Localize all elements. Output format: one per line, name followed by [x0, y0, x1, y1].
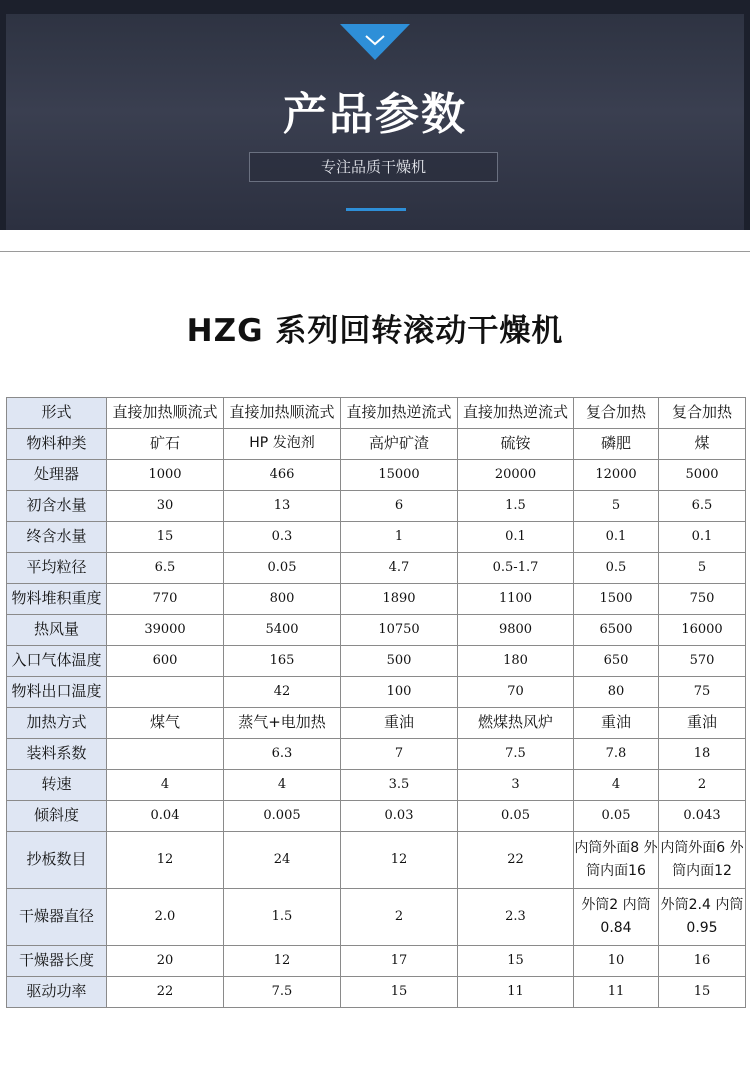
header-cell: 直接加热逆流式	[341, 398, 458, 429]
table-cell: 18	[659, 739, 746, 770]
table-cell: 1100	[458, 584, 574, 615]
table-cell: 12	[341, 832, 458, 889]
table-row	[7, 801, 746, 832]
table-cell: 5400	[224, 615, 341, 646]
banner-subtitle-box	[249, 152, 498, 182]
row-label-cell: 处理器	[7, 460, 107, 491]
table-cell: 重油	[341, 708, 458, 739]
table-cell: 10	[574, 946, 659, 977]
table-cell: 0.1	[659, 522, 746, 553]
table-row	[7, 739, 746, 770]
table-cell: 12	[107, 832, 224, 889]
table-cell: 内筒外面8 外筒内面16	[574, 832, 659, 889]
table-cell: 180	[458, 646, 574, 677]
table-cell: 600	[107, 646, 224, 677]
table-row	[7, 522, 746, 553]
row-label-cell: 抄板数目	[7, 832, 107, 889]
table-row	[7, 889, 746, 946]
row-label-cell: 加热方式	[7, 708, 107, 739]
table-cell: 5000	[659, 460, 746, 491]
row-label-cell: 物料堆积重度	[7, 584, 107, 615]
table-cell: 1	[341, 522, 458, 553]
table-cell: 1.5	[224, 889, 341, 946]
banner-subtitle: 专注品质干燥机	[320, 158, 426, 176]
table-cell: 22	[458, 832, 574, 889]
table-cell: 650	[574, 646, 659, 677]
table-cell: 22	[107, 977, 224, 1008]
table-cell: 80	[574, 677, 659, 708]
table-cell: 11	[458, 977, 574, 1008]
row-label-cell: 干燥器直径	[7, 889, 107, 946]
table-cell: 39000	[107, 615, 224, 646]
row-label-cell: 装料系数	[7, 739, 107, 770]
table-cell: 6.5	[659, 491, 746, 522]
table-cell: 15	[341, 977, 458, 1008]
row-label-cell: 初含水量	[7, 491, 107, 522]
table-cell: 20	[107, 946, 224, 977]
header-cell: 直接加热逆流式	[458, 398, 574, 429]
table-cell	[107, 677, 224, 708]
table-cell: 0.043	[659, 801, 746, 832]
table-cell: 24	[224, 832, 341, 889]
table-cell: 2	[659, 770, 746, 801]
table-row	[7, 832, 746, 889]
table-cell: 6500	[574, 615, 659, 646]
table-cell: 0.5-1.7	[458, 553, 574, 584]
row-label-cell: 热风量	[7, 615, 107, 646]
row-label-cell: 终含水量	[7, 522, 107, 553]
table-cell: 15	[458, 946, 574, 977]
header-cell: 直接加热顺流式	[224, 398, 341, 429]
table-cell: 165	[224, 646, 341, 677]
table-cell: 6	[341, 491, 458, 522]
table-cell: 20000	[458, 460, 574, 491]
chevron-down-icon	[340, 24, 410, 60]
table-cell: 100	[341, 677, 458, 708]
table-cell: 煤	[659, 429, 746, 460]
table-row	[7, 553, 746, 584]
table-cell: 75	[659, 677, 746, 708]
table-cell: 6.3	[224, 739, 341, 770]
table-row	[7, 429, 746, 460]
table-cell: 0.005	[224, 801, 341, 832]
table-cell: 0.05	[458, 801, 574, 832]
row-label-cell: 转速	[7, 770, 107, 801]
table-row	[7, 460, 746, 491]
header-cell: 直接加热顺流式	[107, 398, 224, 429]
table-cell: 1000	[107, 460, 224, 491]
table-cell: 9800	[458, 615, 574, 646]
table-cell: 13	[224, 491, 341, 522]
banner-title: 产品参数	[283, 89, 467, 140]
row-label-cell: 入口气体温度	[7, 646, 107, 677]
table-row	[7, 615, 746, 646]
table-cell: 500	[341, 646, 458, 677]
table-row	[7, 946, 746, 977]
table-cell: 7.5	[224, 977, 341, 1008]
table-cell: 800	[224, 584, 341, 615]
table-cell: 外筒2 内筒0.84	[574, 889, 659, 946]
table-cell	[107, 739, 224, 770]
table-cell: 4	[107, 770, 224, 801]
table-cell: 0.05	[224, 553, 341, 584]
table-cell: 0.1	[458, 522, 574, 553]
table-cell: 750	[659, 584, 746, 615]
table-cell: 2	[341, 889, 458, 946]
table-cell: 4.7	[341, 553, 458, 584]
table-cell: 12	[224, 946, 341, 977]
table-cell: 矿石	[107, 429, 224, 460]
banner-accent-bar	[346, 208, 406, 211]
table-cell: 466	[224, 460, 341, 491]
table-cell: 2.0	[107, 889, 224, 946]
table-cell: 70	[458, 677, 574, 708]
table-cell: 15000	[341, 460, 458, 491]
row-label-cell: 物料种类	[7, 429, 107, 460]
table-cell: 1890	[341, 584, 458, 615]
table-cell: 外筒2.4 内筒0.95	[659, 889, 746, 946]
table-row	[7, 977, 746, 1008]
table-cell: 0.3	[224, 522, 341, 553]
table-cell: 煤气	[107, 708, 224, 739]
product-heading: HZG 系列回转滚动干燥机	[186, 313, 564, 349]
table-row	[7, 677, 746, 708]
table-row	[7, 646, 746, 677]
table-cell: HP 发泡剂	[224, 429, 341, 460]
table-cell: 30	[107, 491, 224, 522]
header-cell: 复合加热	[574, 398, 659, 429]
table-cell: 5	[574, 491, 659, 522]
table-cell: 磷肥	[574, 429, 659, 460]
table-cell: 内筒外面6 外筒内面12	[659, 832, 746, 889]
table-cell: 770	[107, 584, 224, 615]
table-cell: 16	[659, 946, 746, 977]
table-cell: 11	[574, 977, 659, 1008]
table-cell: 6.5	[107, 553, 224, 584]
table-cell: 7	[341, 739, 458, 770]
table-cell: 16000	[659, 615, 746, 646]
banner	[0, 0, 750, 230]
table-cell: 10750	[341, 615, 458, 646]
table-row	[7, 491, 746, 522]
row-label-cell: 干燥器长度	[7, 946, 107, 977]
table-cell: 3.5	[341, 770, 458, 801]
table-cell: 燃煤热风炉	[458, 708, 574, 739]
table-cell: 0.5	[574, 553, 659, 584]
table-cell: 0.05	[574, 801, 659, 832]
table-cell: 3	[458, 770, 574, 801]
table-cell: 重油	[659, 708, 746, 739]
table-row	[7, 770, 746, 801]
table-cell: 1500	[574, 584, 659, 615]
table-cell: 42	[224, 677, 341, 708]
table-cell: 12000	[574, 460, 659, 491]
table-cell: 15	[659, 977, 746, 1008]
spec-table	[6, 397, 746, 1008]
table-row	[7, 584, 746, 615]
table-cell: 重油	[574, 708, 659, 739]
table-cell: 5	[659, 553, 746, 584]
header-cell: 复合加热	[659, 398, 746, 429]
table-cell: 0.03	[341, 801, 458, 832]
section-divider	[0, 251, 750, 252]
table-cell: 0.04	[107, 801, 224, 832]
table-cell: 15	[107, 522, 224, 553]
table-cell: 7.5	[458, 739, 574, 770]
table-cell: 0.1	[574, 522, 659, 553]
row-label-cell: 驱动功率	[7, 977, 107, 1008]
table-cell: 7.8	[574, 739, 659, 770]
table-cell: 4	[224, 770, 341, 801]
table-cell: 17	[341, 946, 458, 977]
table-cell: 硫铵	[458, 429, 574, 460]
table-row	[7, 708, 746, 739]
table-cell: 2.3	[458, 889, 574, 946]
table-cell: 4	[574, 770, 659, 801]
row-label-cell: 物料出口温度	[7, 677, 107, 708]
table-cell: 570	[659, 646, 746, 677]
table-cell: 蒸气+电加热	[224, 708, 341, 739]
header-label-cell: 形式	[7, 398, 107, 429]
table-cell: 1.5	[458, 491, 574, 522]
table-header-row	[7, 398, 746, 429]
table-cell: 高炉矿渣	[341, 429, 458, 460]
row-label-cell: 平均粒径	[7, 553, 107, 584]
row-label-cell: 倾斜度	[7, 801, 107, 832]
